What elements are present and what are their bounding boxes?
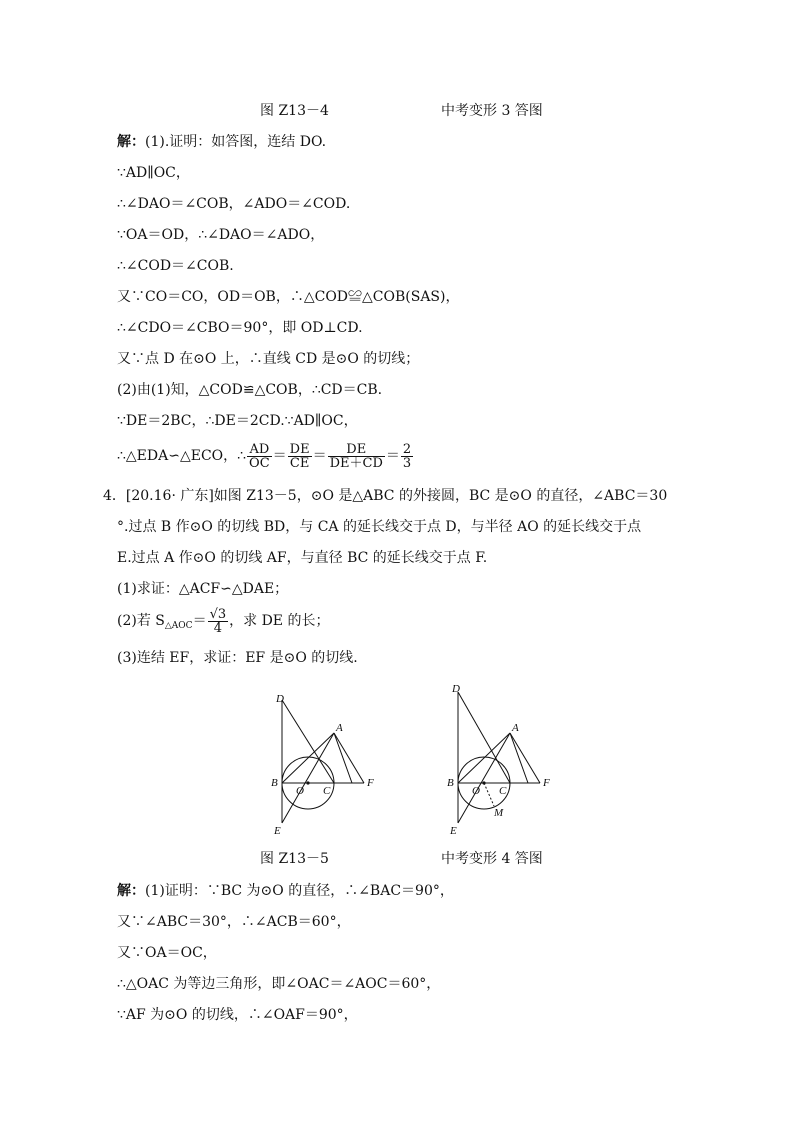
figure-caption-answer-3: 中考变形 3 答图 — [441, 103, 543, 119]
solution3-line1: 解：(1).证明：如答图，连结 DO. — [117, 134, 327, 150]
label-f: F — [367, 777, 374, 789]
label-o: O — [472, 785, 480, 797]
solution3-line7: ∴∠CDO＝∠CBO＝90°，即 OD⊥CD. — [117, 320, 363, 336]
label-m: M — [494, 807, 504, 819]
figure-z13-5 — [268, 688, 388, 838]
problem4-line1: 4．[20.16· 广东]如图 Z13－5，⊙O 是△ABC 的外接圆，BC 是⊙O 的直径，∠ABC＝30 — [103, 488, 668, 504]
problem4-line3: E.过点 A 作⊙O 的切线 AF，与直径 BC 的延长线交于点 F. — [117, 550, 488, 566]
fraction-ad-oc: $\frac{AD}{OC}$ — [249, 441, 270, 471]
solution3-line3: ∴∠DAO＝∠COB，∠ADO＝∠COD. — [117, 196, 351, 212]
label-o: O — [296, 785, 304, 797]
solution4-line1: 解：(1)证明：∵BC 为⊙O 的直径，∴∠BAC＝90°， — [117, 883, 454, 899]
problem4-line2: °.过点 B 作⊙O 的切线 BD，与 CA 的延长线交于点 D，与半径 AO 的延长线交于点 — [117, 519, 642, 535]
fraction-2-3: $\frac{2}{3}$ — [402, 441, 412, 471]
solution4-line2: 又∵∠ABC＝30°，∴∠ACB＝60°， — [117, 914, 351, 930]
solution3-line10: ∵DE＝2BC，∴DE＝2CD.∵AD∥OC， — [117, 413, 358, 429]
solution3-line5: ∴∠COD＝∠COB. — [117, 258, 234, 274]
solution3-line9: (2)由(1)知，△COD≌△COB，∴CD＝CB. — [117, 382, 383, 398]
problem4-question2: (2)若 $S_{\triangle AOC}=$ $\frac{√3}{4}$ ，求 DE 的长； — [117, 606, 330, 636]
figure-caption-z13-5: 图 Z13－5 — [260, 851, 329, 867]
label-a: A — [512, 722, 519, 734]
label-c: C — [499, 785, 507, 797]
solution3-line8: 又∵点 D 在⊙O 上，∴直线 CD 是⊙O 的切线； — [117, 351, 420, 367]
label-c: C — [323, 785, 331, 797]
solution-label: 解： — [117, 883, 145, 899]
label-e: E — [450, 825, 457, 835]
solution-label: 解： — [117, 134, 145, 150]
figure-caption-answer-4: 中考变形 4 答图 — [441, 851, 543, 867]
solution4-line3: 又∵OA＝OC， — [117, 945, 217, 961]
label-f: F — [543, 777, 550, 789]
fraction-de-decd: $\frac{DE}{DE+CD}$ — [329, 441, 383, 471]
label-b: B — [271, 777, 278, 789]
solution3-line6: 又∵CO＝CO，OD＝OB，∴△COD≌△COB(SAS)， — [117, 289, 460, 305]
fraction-sqrt3-4: $\frac{√3}{4}$ — [209, 606, 227, 636]
figure-caption-z13-4: 图 Z13－4 — [260, 103, 329, 119]
problem4-question1: (1)求证：△ACF∽△DAE； — [117, 581, 289, 597]
label-e: E — [274, 825, 281, 837]
solution3-line4: ∵OA＝OD，∴∠DAO＝∠ADO， — [117, 227, 325, 243]
label-a: A — [336, 722, 343, 734]
solution3-line2: ∵AD∥OC， — [117, 165, 190, 181]
problem4-question3: (3)连结 EF，求证：EF 是⊙O 的切线. — [117, 650, 358, 666]
label-d: D — [276, 693, 284, 705]
solution4-line5: ∵AF 为⊙O 的切线，∴∠OAF＝90°， — [117, 1007, 358, 1023]
fraction-de-ce: $\frac{DE}{CE}$ — [289, 441, 310, 471]
label-b: B — [447, 777, 454, 789]
solution3-line11: ∴△EDA∽△ECO，∴ $\frac{AD}{OC}$ ＝ $\frac{DE}{CE}$ ＝ $\frac{DE}{DE+CD}$ ＝ $\frac{2}{3}$ — [117, 441, 412, 471]
figure-answer-4 — [444, 680, 564, 835]
solution4-line4: ∴△OAC 为等边三角形，即∠OAC＝∠AOC＝60°， — [117, 976, 441, 992]
label-d: D — [452, 683, 460, 695]
